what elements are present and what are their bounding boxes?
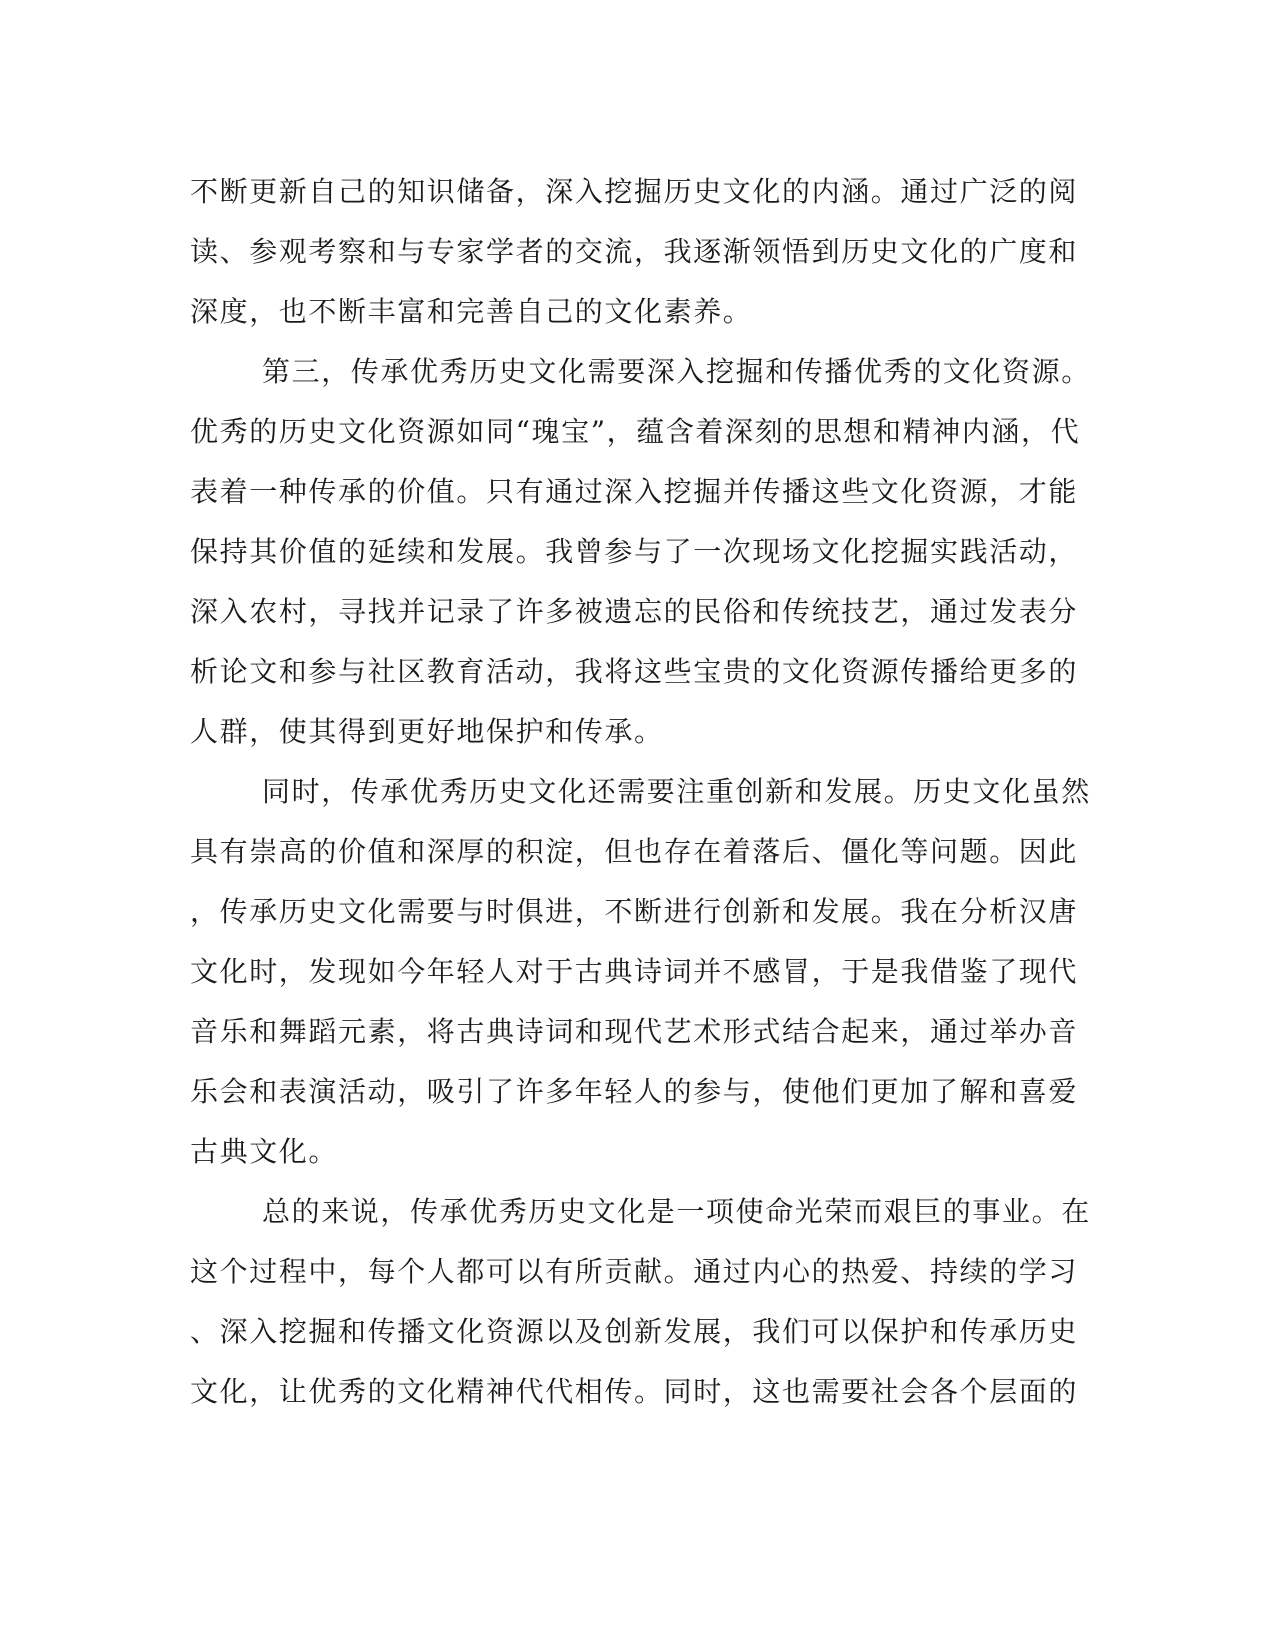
text-line: 文化时，发现如今年轻人对于古典诗词并不感冒，于是我借鉴了现代	[190, 955, 1079, 988]
text-line: 文化，让优秀的文化精神代代相传。同时，这也需要社会各个层面的	[190, 1375, 1079, 1408]
paragraph-start-line: 总的来说，传承优秀历史文化是一项使命光荣而艰巨的事业。在	[262, 1195, 1091, 1228]
text-line: 读、参观考察和与专家学者的交流，我逐渐领悟到历史文化的广度和	[190, 235, 1079, 268]
paragraph-start-line: 同时，传承优秀历史文化还需要注重创新和发展。历史文化虽然	[262, 775, 1091, 808]
text-line: 表着一种传承的价值。只有通过深入挖掘并传播这些文化资源，才能	[190, 475, 1079, 508]
text-line: 深入农村，寻找并记录了许多被遗忘的民俗和传统技艺，通过发表分	[190, 595, 1079, 628]
paragraph-start-line: 第三，传承优秀历史文化需要深入挖掘和传播优秀的文化资源。	[262, 355, 1091, 388]
text-line: 不断更新自己的知识储备，深入挖掘历史文化的内涵。通过广泛的阅	[190, 175, 1079, 208]
text-line: 析论文和参与社区教育活动，我将这些宝贵的文化资源传播给更多的	[190, 655, 1079, 688]
text-line: 保持其价值的延续和发展。我曾参与了一次现场文化挖掘实践活动，	[190, 535, 1079, 568]
text-line: 、深入挖掘和传播文化资源以及创新发展，我们可以保护和传承历史	[190, 1315, 1079, 1348]
text-line: 深度，也不断丰富和完善自己的文化素养。	[190, 295, 753, 328]
text-line: ，传承历史文化需要与时俱进，不断进行创新和发展。我在分析汉唐	[190, 895, 1079, 928]
body-text	[190, 162, 1090, 1422]
text-line: 优秀的历史文化资源如同“瑰宝”，蕴含着深刻的思想和精神内涵，代	[190, 415, 1081, 448]
text-line: 这个过程中，每个人都可以有所贡献。通过内心的热爱、持续的学习	[190, 1255, 1079, 1288]
text-line: 具有崇高的价值和深厚的积淀，但也存在着落后、僵化等问题。因此	[190, 835, 1079, 868]
text-line: 乐会和表演活动，吸引了许多年轻人的参与，使他们更加了解和喜爱	[190, 1075, 1079, 1108]
text-line: 音乐和舞蹈元素，将古典诗词和现代艺术形式结合起来，通过举办音	[190, 1015, 1079, 1048]
text-line: 古典文化。	[190, 1135, 339, 1168]
text-line: 人群，使其得到更好地保护和传承。	[190, 715, 664, 748]
